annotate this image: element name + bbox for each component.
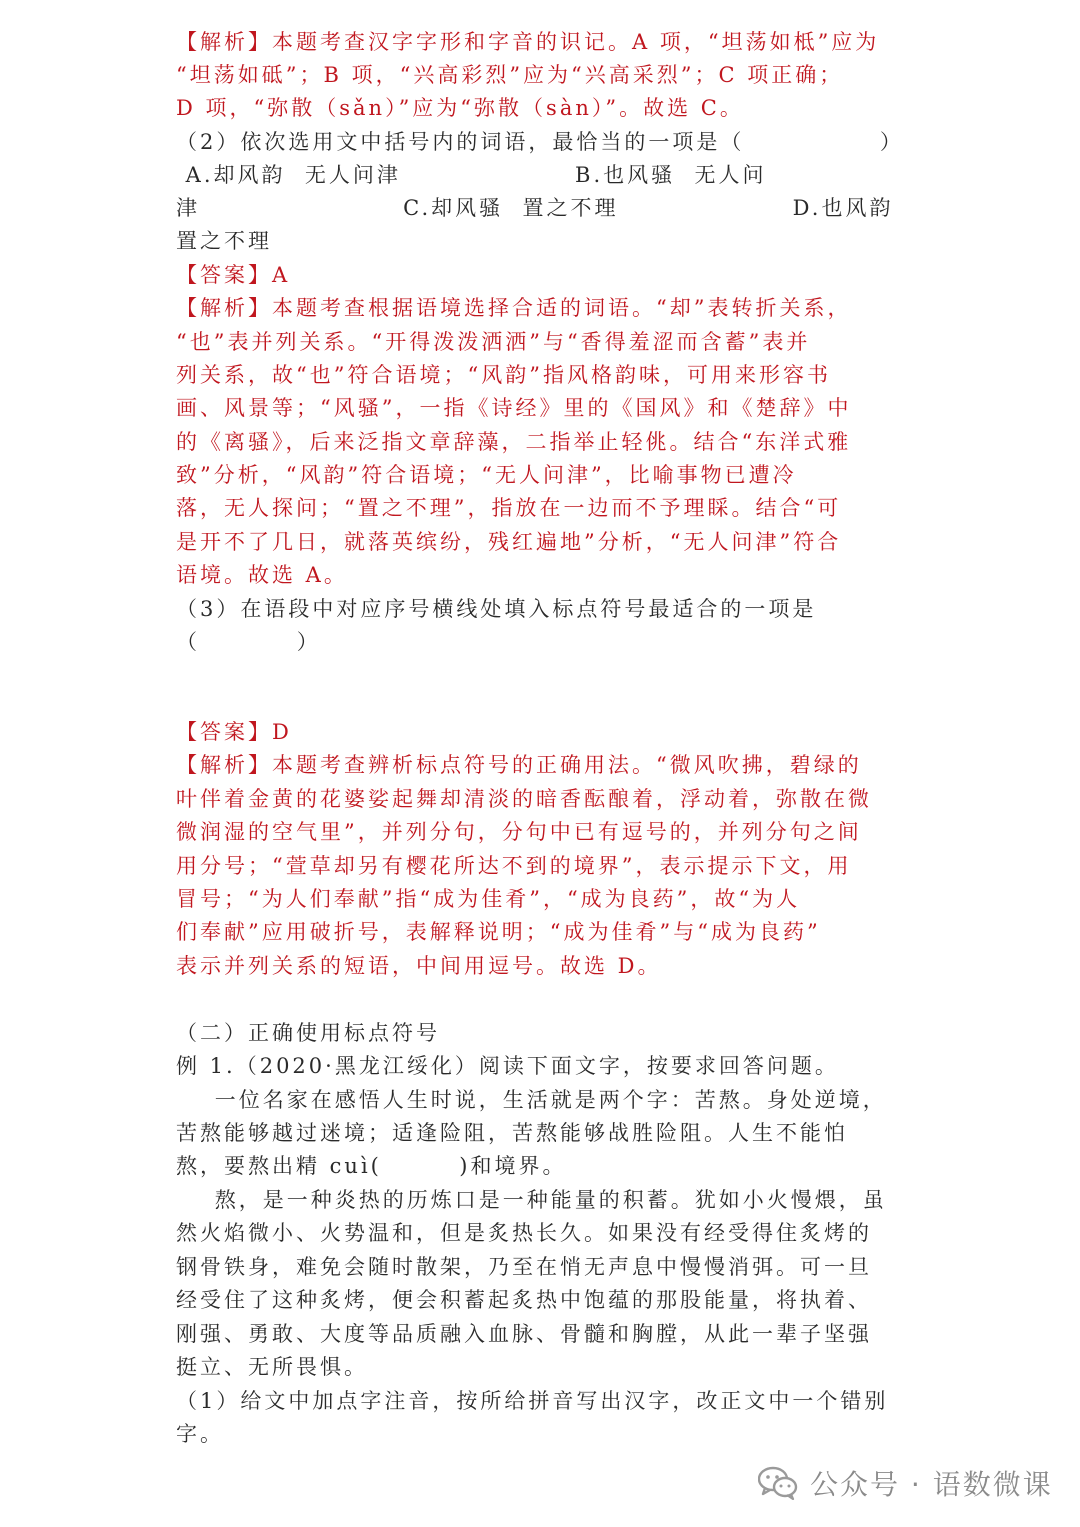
question-stem: （1）给文中加点字注音，按所给拼音写出汉字，改正文中一个错别 — [176, 1389, 889, 1413]
analysis-line: 语境。故选 A。 — [176, 563, 348, 587]
analysis-line: 表示并列关系的短语，中间用逗号。故选 D。 — [176, 954, 662, 978]
analysis-line: 画、风景等；“风骚”，一指《诗经》里的《国风》和《楚辞》中 — [176, 396, 852, 420]
example-title: 例 1.（2020·黑龙江绥化）阅读下面文字，按要求回答问题。 — [176, 1054, 839, 1078]
option-line: 津 C.却风骚 置之不理 D.也风韵 — [176, 196, 894, 220]
analysis-line: 的《离骚》，后来泛指文章辞藻，二指举止轻佻。结合“东洋式雅 — [176, 430, 852, 454]
analysis-line: “坦荡如砥”；B 项，“兴高彩烈”应为“兴高采烈”；C 项正确； — [176, 63, 844, 87]
passage-line: 一位名家在感悟人生时说，生活就是两个字：苦熬。身处逆境， — [176, 1088, 887, 1112]
passage-line: 刚强、勇敢、大度等品质融入血脉、骨髓和胸膛，从此一辈子坚强 — [176, 1322, 872, 1346]
watermark-text: 公众号 · 语数微课 — [810, 1468, 1053, 1501]
passage-line: 经受住了这种炙烤，便会积蓄起炙热中饱蕴的那股能量，将执着、 — [176, 1288, 872, 1312]
analysis-line: “也”表并列关系。“开得泼泼洒洒”与“香得羞涩而含蓄”表并 — [176, 330, 811, 354]
question-stem: 字。 — [176, 1422, 224, 1446]
analysis-line: 用分号；“萱草却另有樱花所达不到的境界”，表示提示下文，用 — [176, 854, 852, 878]
answer-label: 【答案】D — [176, 720, 292, 744]
option-line: A.却风韵 无人问津 B.也风骚 无人问 — [176, 163, 767, 187]
analysis-line: 是开不了几日，就落英缤纷，残红遍地”分析，“无人问津”符合 — [176, 530, 842, 554]
question-stem: （2）依次选用文中括号内的词语，最恰当的一项是（ ） — [176, 130, 904, 154]
analysis-line: 【解析】本题考查汉字字形和字音的识记。A 项，“坦荡如柢”应为 — [176, 30, 880, 54]
analysis-line: 冒号；“为人们奉献”指“成为佳肴”，“成为良药”，故“为人 — [176, 887, 801, 911]
passage-line: 钢骨铁身，难免会随时散架，乃至在悄无声息中慢慢消弭。可一旦 — [176, 1255, 872, 1279]
answer-label: 【答案】A — [176, 263, 291, 287]
analysis-line: 致”分析，“风韵”符合语境；“无人问津”，比喻事物已遭冷 — [176, 463, 797, 487]
analysis-line: 【解析】本题考查根据语境选择合适的词语。“却”表转折关系， — [176, 296, 852, 320]
analysis-line: 们奉献”应用破折号，表解释说明；“成为佳肴”与“成为良药” — [176, 920, 821, 944]
analysis-line: D 项，“弥散（sǎn）”应为“弥散（sàn）”。故选 C。 — [176, 96, 744, 120]
passage-line: 挺立、无所畏惧。 — [176, 1355, 368, 1379]
section-heading: （二）正确使用标点符号 — [176, 1021, 440, 1045]
analysis-line: 列关系，故“也”符合语境；“风韵”指风格韵味，可用来形容书 — [176, 363, 831, 387]
analysis-line: 落，无人探问；“置之不理”，指放在一边而不予理睬。结合“可 — [176, 496, 842, 520]
watermark — [758, 1458, 1053, 1508]
analysis-line: 【解析】本题考查辨析标点符号的正确用法。“微风吹拂，碧绿的 — [176, 753, 862, 777]
passage-line: 然火焰微小、火势温和，但是炙热长久。如果没有经受得住炙烤的 — [176, 1221, 872, 1245]
question-stem: （3）在语段中对应序号横线处填入标点符号最适合的一项是 — [176, 597, 817, 621]
passage-line: 苦熬能够越过迷境；适逢险阻，苦熬能够战胜险阻。人生不能怕 — [176, 1121, 848, 1145]
passage-line: 熬，是一种炎热的历炼口是一种能量的积蓄。犹如小火慢煨，虽 — [176, 1188, 887, 1212]
wechat-icon — [758, 1466, 798, 1500]
analysis-line: 微润湿的空气里”，并列分句，分句中已有逗号的，并列分句之间 — [176, 820, 862, 844]
answer-blank: （ ） — [176, 630, 321, 654]
analysis-line: 叶伴着金黄的花婆娑起舞却清淡的暗香酝酿着，浮动着，弥散在微 — [176, 787, 872, 811]
passage-line: 熬，要熬出精 cuì( )和境界。 — [176, 1154, 567, 1178]
option-line: 置之不理 — [176, 229, 272, 253]
